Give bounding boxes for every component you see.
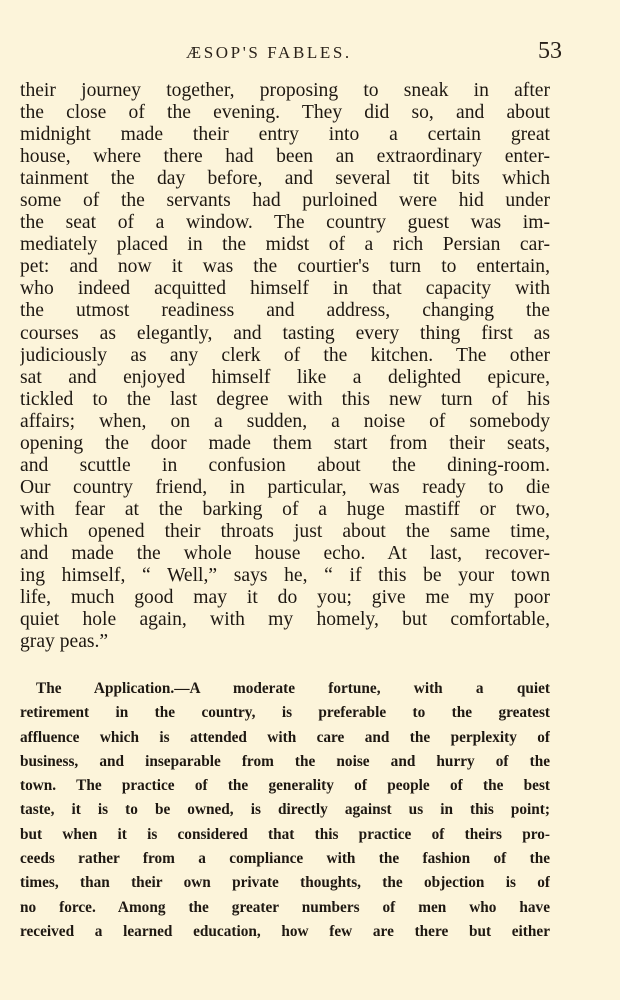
text-line: judiciously as any clerk of the kitchen. The other: [20, 344, 550, 366]
application-line: taste, it is to be owned, is directly against us in this point;: [20, 801, 550, 819]
text-line: and scuttle in confusion about the dining-room.: [20, 454, 550, 476]
text-line: with fear at the barking of a huge mastiff or two,: [20, 498, 550, 520]
text-line: opening the door made them start from their seats,: [20, 432, 550, 454]
text-line: tickled to the last degree with this new turn of his: [20, 388, 550, 410]
application-paragraph: [20, 677, 550, 944]
application-line: but when it is considered that this practice of theirs pro-: [20, 825, 550, 843]
text-line: and made the whole house echo. At last, recover-: [20, 542, 550, 564]
text-line: courses as elegantly, and tasting every thing first as: [20, 322, 550, 344]
text-line: Our country friend, in particular, was ready to die: [20, 476, 550, 498]
text-line: midnight made their entry into a certain great: [20, 124, 550, 146]
application-line: retirement in the country, is preferable to the greatest: [20, 704, 550, 722]
application-line: The Application.—A moderate fortune, with a quiet: [36, 680, 550, 697]
text-line: the seat of a window. The country guest was im-: [20, 212, 550, 234]
application-line: no force. Among the greater numbers of men who have: [20, 898, 550, 916]
application-line: affluence which is attended with care and the perplexity of: [20, 728, 550, 746]
text-line: pet: and now it was the courtier's turn to entertain,: [20, 256, 550, 278]
text-line: house, where there had been an extraordinary enter-: [20, 146, 550, 168]
text-line: sat and enjoyed himself like a delighted epicure,: [20, 366, 550, 388]
application-line: ceeds rather from a compliance with the fashion of the: [20, 850, 550, 868]
text-line: their journey together, proposing to sneak in after: [20, 80, 550, 101]
page-number: 53: [538, 38, 562, 64]
text-line: affairs; when, on a sudden, a noise of somebody: [20, 410, 550, 432]
fable-body-text: [20, 80, 550, 653]
text-line: mediately placed in the midst of a rich Persian car-: [20, 234, 550, 256]
text-line: who indeed acquitted himself in that capacity with: [20, 278, 550, 300]
text-line: tainment the day before, and several tit bits which: [20, 168, 550, 190]
text-line: the utmost readiness and address, changing the: [20, 300, 550, 322]
text-line: which opened their throats just about the same time,: [20, 520, 550, 542]
running-head: [0, 40, 620, 70]
application-line: received a learned education, how few are there but either: [20, 922, 550, 940]
text-line: life, much good may it do you; give me my poor: [20, 587, 550, 609]
application-line: business, and inseparable from the noise and hurry of the: [20, 752, 550, 770]
text-line: ing himself, “ Well,” says he, “ if this be your town: [20, 565, 550, 587]
running-title: ÆSOP'S FABLES.: [186, 43, 352, 62]
application-line: town. The practice of the generality of people of the best: [20, 777, 550, 795]
text-line: gray peas.”: [20, 631, 109, 653]
text-line: some of the servants had purloined were hid under: [20, 190, 550, 212]
text-line: quiet hole again, with my homely, but comfortable,: [20, 609, 550, 631]
text-line: the close of the evening. They did so, and about: [20, 102, 550, 124]
application-line: times, than their own private thoughts, the objection is of: [20, 874, 550, 892]
